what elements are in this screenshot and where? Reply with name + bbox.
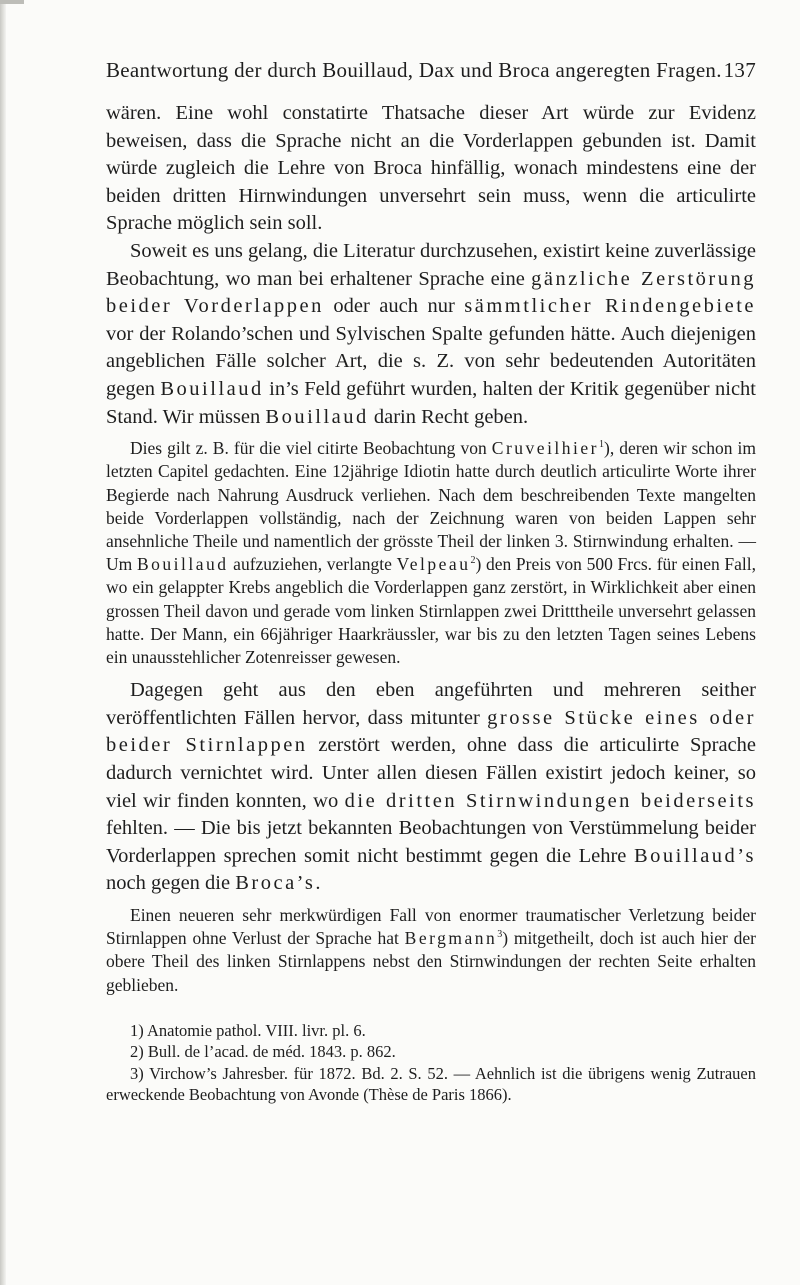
s2-emph-1: Bergmann [404,928,498,949]
s1-text-3: aufzuziehen, verlangte [228,554,397,575]
p2-text-1: Soweit es uns gelang, die Literatur durchzusehen, existirt keine zuverlässige Beobachtung, wo man bei erhaltener Sprache eine [106,239,756,290]
footnote-ref-3: 3 [497,929,503,941]
p3-text-2: zerstört werden, ohne dass die articulirte Sprache dadurch vernichtet wird. Unter allen diesen Fällen existirt jedoch keiner, so viel wir finden konnten, wo [106,734,757,812]
footnotes [106,1020,756,1106]
p2-emph-1: gänzliche Zerstörung beider Vorderlappen [106,267,756,318]
p2-emph-4: Bouillaud [265,405,369,428]
p2-text-4: in’s Feld geführt wurden, halten der Kritik gegenüber nicht Stand. Wir müssen [106,377,756,428]
page-corner-mark [0,0,24,4]
footnote-ref-2: 2 [470,555,476,567]
paragraph-3 [106,677,756,898]
s1-text-4: ) den Preis von 500 Frcs. für einen Fall, wo ein gelappter Krebs angeblich die Vorderlappen ganz zerstört, in Wirklichkeit aber einen grossen Theil davon und gerade vom linken Stirnlappen zwei Dritttheile unversehrt gelassen hatte. Der Mann, ein 66jähriger Haarkräussler, war bis zu den letzten Tagen seines Lebens ein unausstehlicher Zotenreisser gewesen. [106,554,757,667]
p3-emph-1: grosse Stücke eines oder beider Stirnlappen [106,706,756,757]
p3-text-1: Dagegen geht aus den eben angeführten und mehreren seither veröffentlichten Fällen hervor, dass mitunter [106,679,756,729]
p2-emph-3: Bouillaud [160,377,264,400]
p2-text-2: oder auch nur [323,295,465,318]
s1-text-1: Dies gilt z. B. für die viel citirte Beobachtung von [130,438,492,459]
footnote-ref-1: 1 [599,439,604,451]
page-edge-shadow [0,0,6,1285]
p3-text-5: . [315,872,321,895]
p3-emph-2: die dritten Stirnwindungen beiderseits [344,789,756,812]
paragraph-2 [106,238,756,431]
small-paragraph-1 [106,437,756,669]
s1-text-2: ), deren wir schon im letzten Capitel gedachten. Eine 12jährige Idiotin hatte durch deutlich articulirte Worte ihrer Begierde nach Nahrung Ausdruck verliehen. Nach dem beschreibenden Texte mangelten beide Vorderlappen vollständig, nach der Zeichnung waren von beiden Lappen sehr ansehnliche Theile und namentlich der grösste Theil der linken 3. Stirnwindung erhalten. — Um [106,438,756,575]
footnote-3: 3) Virchow’s Jahresber. für 1872. Bd. 2. S. 52. — Aehnlich ist die übrigens wenig Zutrauen erweckende Beobachtung von Avonde (Thèse de Paris 1866). [106,1063,756,1105]
p3-emph-3: Bouillaud’s [633,844,756,867]
p2-text-3: vor der Rolando’schen und Sylvischen Spalte gefunden hätte. Auch diejenigen angeblichen Fälle solcher Art, die s. Z. von sehr bedeutenden Autoritäten gegen [106,322,756,400]
footnote-2: 2) Bull. de l’acad. de méd. 1843. p. 862. [130,1042,396,1062]
s2-text-2: ) mitgetheilt, doch ist auch hier der obere Theil des linken Stirnlappens nebst den Stirnwindungen der rechten Seite erhalten geblieben. [106,928,756,995]
p3-text-4: noch gegen die [106,872,236,895]
page-body [106,100,756,1106]
s1-emph-3: Velpeau [396,554,471,575]
footnote-1: 1) Anatomie pathol. VIII. livr. pl. 6. [130,1020,366,1040]
page-number: 137 [723,58,756,82]
p3-text-3: fehlten. — Die bis jetzt bekannten Beobachtungen von Verstümmelung beider Vorderlappen sprechen somit nicht bestimmt gegen die Lehre [106,817,756,867]
p3-emph-4: Broca’s [235,872,316,895]
header-title: Beantwortung der durch Bouillaud, Dax und Broca angeregten Fragen. [106,58,722,82]
p2-text-5: darin Recht geben. [368,405,529,428]
p2-emph-2: sämmtlicher Rindengebiete [464,295,756,318]
s2-text-1: Einen neueren sehr merkwürdigen Fall von enormer traumatischer Verletzung beider Stirnlappen ohne Verlust der Sprache hat [106,904,756,949]
s1-emph-1: Cruveilhier [491,438,599,459]
small-paragraph-2 [106,904,756,997]
s1-emph-2: Bouillaud [136,554,229,575]
paragraph-1: wären. Eine wohl constatirte Thatsache dieser Art würde zur Evidenz beweisen, dass die Sprache nicht an die Vorderlappen gebunden ist. Damit würde zugleich die Lehre von Broca hinfällig, wonach mindestens eine der beiden dritten Hirnwindungen unversehrt sein muss, wenn die articulirte Sprache möglich sein soll. [106,102,756,235]
